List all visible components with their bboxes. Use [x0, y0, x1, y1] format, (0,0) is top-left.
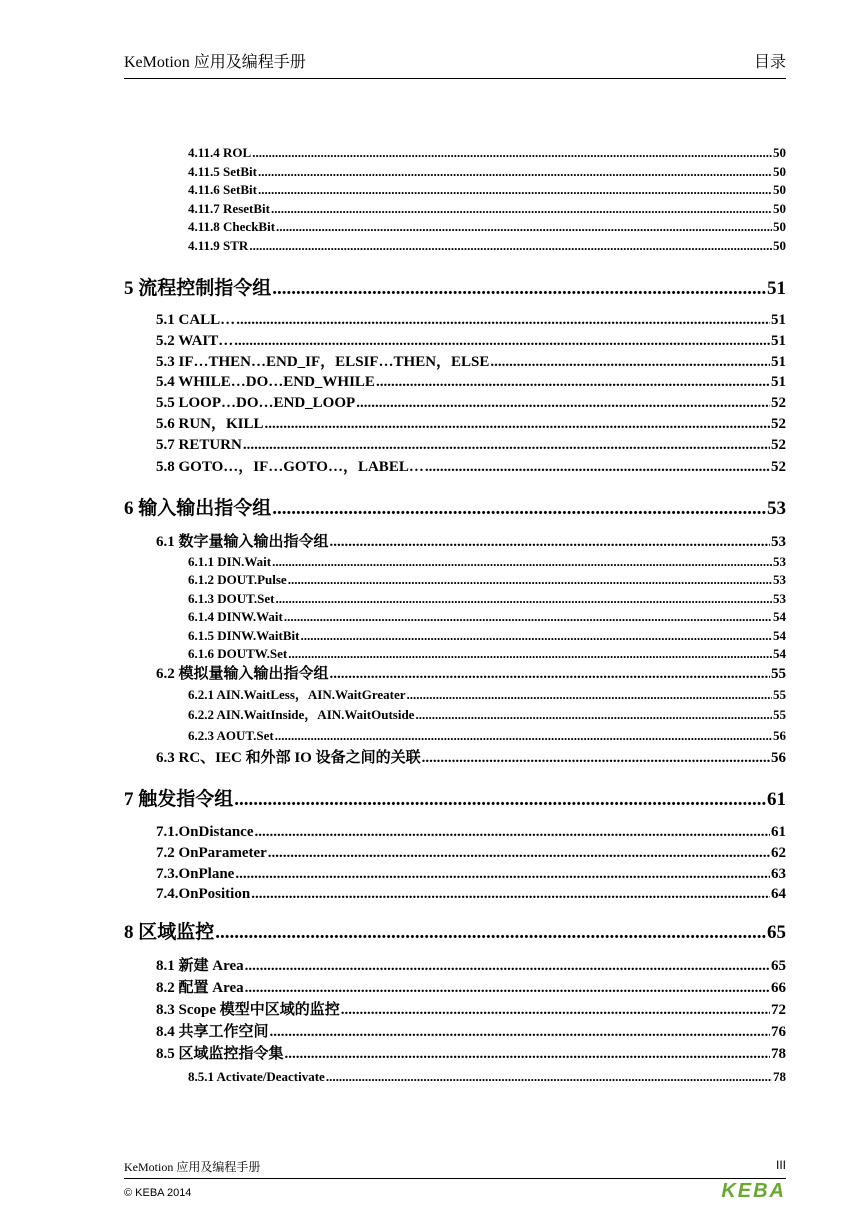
toc-leader-dots — [265, 414, 770, 434]
toc-leader-dots — [490, 352, 770, 372]
toc-leader-dots — [272, 276, 766, 302]
toc-entry-page: 78 — [773, 1069, 786, 1084]
toc-entry-page: 52 — [771, 459, 786, 475]
toc-entry-page: 52 — [771, 437, 786, 453]
toc-entry-label: 6 输入输出指令组 — [124, 498, 272, 519]
toc-leader-dots — [288, 645, 772, 663]
toc-leader-dots — [300, 627, 772, 645]
footer-divider — [124, 1178, 786, 1179]
toc-entry-label: 8.4 共享工作空间 — [156, 1024, 269, 1040]
toc-entry-label: 7.1.OnDistance — [156, 824, 254, 840]
toc-leader-dots — [268, 843, 770, 863]
toc-entry[interactable] — [188, 571, 786, 589]
toc-entry-label: 7.4.OnPosition — [156, 886, 251, 902]
toc-entry-page: 72 — [771, 1002, 786, 1018]
toc-leader-dots — [376, 372, 770, 392]
toc-entry[interactable] — [124, 496, 786, 522]
toc-entry-page: 62 — [771, 845, 786, 861]
toc-entry-label: 5.5 LOOP…DO…END_LOOP — [156, 395, 356, 411]
toc-entry-page: 61 — [767, 789, 786, 810]
toc-leader-dots — [272, 496, 766, 522]
toc-entry-label: 4.11.8 CheckBit — [188, 219, 276, 234]
toc-entry-label: 7.2 OnParameter — [156, 845, 267, 861]
toc-entry-label: 8.5 区域监控指令集 — [156, 1046, 284, 1062]
toc-entry[interactable] — [188, 200, 786, 218]
toc-entry[interactable] — [156, 457, 786, 477]
toc-entry[interactable] — [188, 181, 786, 199]
toc-leader-dots — [236, 310, 770, 330]
toc-leader-dots — [415, 706, 772, 724]
toc-leader-dots — [425, 457, 770, 477]
toc-entry-label: 8 区域监控 — [124, 922, 215, 943]
toc-entry[interactable] — [188, 645, 786, 663]
toc-entry[interactable] — [156, 822, 786, 842]
toc-entry-page: 54 — [773, 646, 786, 661]
toc-entry-page: 52 — [771, 416, 786, 432]
toc-entry-label: 8.3 Scope 模型中区域的监控 — [156, 1002, 340, 1018]
toc-entry-label: 7.3.OnPlane — [156, 866, 235, 882]
toc-entry-label: 7 触发指令组 — [124, 789, 234, 810]
toc-leader-dots — [258, 181, 772, 199]
toc-leader-dots — [235, 864, 770, 884]
toc-entry[interactable] — [156, 352, 786, 372]
toc-entry-label: 6.2.2 AIN.WaitInside，AIN.WaitOutside — [188, 707, 415, 722]
toc-entry-label: 5.2 WAIT… — [156, 333, 234, 349]
toc-entry-page: 54 — [773, 628, 786, 643]
toc-entry-page: 52 — [771, 395, 786, 411]
toc-entry[interactable] — [188, 590, 786, 608]
toc-leader-dots — [285, 1044, 770, 1064]
toc-entry[interactable] — [156, 393, 786, 413]
toc-entry[interactable] — [156, 864, 786, 884]
toc-leader-dots — [330, 664, 770, 684]
toc-entry[interactable] — [156, 532, 786, 552]
toc-entry-page: 53 — [771, 534, 786, 550]
toc-leader-dots — [288, 571, 772, 589]
toc-entry[interactable] — [156, 435, 786, 455]
toc-entry-label: 8.2 配置 Area — [156, 980, 244, 996]
toc-entry-label: 8.1 新建 Area — [156, 958, 244, 974]
toc-entry-page: 50 — [773, 238, 786, 253]
toc-entry-label: 5.4 WHILE…DO…END_WHILE — [156, 374, 375, 390]
toc-entry[interactable] — [156, 372, 786, 392]
toc-entry[interactable] — [156, 748, 786, 768]
toc-entry-page: 53 — [773, 572, 786, 587]
toc-leader-dots — [275, 727, 772, 745]
toc-entry-label: 5.1 CALL… — [156, 312, 236, 328]
toc-entry-page: 66 — [771, 980, 786, 996]
toc-entry-page: 54 — [773, 609, 786, 624]
toc-entry[interactable] — [156, 843, 786, 863]
footer-page-number: III — [775, 1158, 786, 1172]
toc-entry-label: 5.3 IF…THEN…END_IF，ELSIF…THEN，ELSE — [156, 354, 490, 370]
toc-leader-dots — [407, 686, 773, 704]
toc-entry-page: 50 — [773, 219, 786, 234]
toc-leader-dots — [275, 590, 772, 608]
toc-entry-page: 50 — [773, 182, 786, 197]
toc-leader-dots — [326, 1068, 772, 1086]
toc-entry[interactable] — [188, 727, 786, 745]
toc-entry[interactable] — [156, 1000, 786, 1020]
toc-leader-dots — [341, 1000, 770, 1020]
toc-leader-dots — [271, 200, 772, 218]
toc-leader-dots — [249, 237, 772, 255]
toc-entry-label: 6.2.3 AOUT.Set — [188, 728, 274, 743]
toc-entry-page: 51 — [771, 354, 786, 370]
toc-entry-page: 78 — [771, 1046, 786, 1062]
toc-entry-label: 6.1.3 DOUT.Set — [188, 591, 275, 606]
header-section: 目录 — [753, 54, 786, 71]
toc-entry-page: 76 — [771, 1024, 786, 1040]
toc-entry[interactable] — [124, 920, 786, 946]
toc-entry[interactable] — [156, 310, 786, 330]
toc-leader-dots — [258, 163, 772, 181]
toc-entry[interactable] — [188, 163, 786, 181]
footer-copyright: © KEBA 2014 — [124, 1187, 192, 1199]
toc-entry-page: 50 — [773, 145, 786, 160]
toc-entry-label: 5.8 GOTO…，IF…GOTO…，LABEL… — [156, 459, 424, 475]
page-footer — [124, 1156, 786, 1206]
toc-leader-dots — [234, 787, 766, 813]
toc-entry-page: 51 — [771, 333, 786, 349]
toc-entry-page: 56 — [773, 728, 786, 743]
toc-entry-page: 64 — [771, 886, 786, 902]
toc-leader-dots — [245, 978, 770, 998]
toc-entry-label: 5 流程控制指令组 — [124, 278, 272, 299]
toc-leader-dots — [284, 608, 772, 626]
toc-leader-dots — [272, 553, 772, 571]
toc-leader-dots — [243, 435, 770, 455]
toc-entry-page: 61 — [771, 824, 786, 840]
toc-entry-page: 55 — [771, 666, 786, 682]
toc-entry-label: 6.1.2 DOUT.Pulse — [188, 572, 287, 587]
toc-leader-dots — [251, 884, 770, 904]
toc-leader-dots — [422, 748, 770, 768]
toc-leader-dots — [252, 144, 772, 162]
toc-entry-label: 6.2 模拟量输入输出指令组 — [156, 666, 329, 682]
toc-entry-label: 6.1.5 DINW.WaitBit — [188, 628, 300, 643]
footer-title: KeMotion 应用及编程手册 — [124, 1160, 261, 1174]
toc-leader-dots — [255, 822, 771, 842]
toc-leader-dots — [270, 1022, 770, 1042]
toc-entry-label: 4.11.6 SetBit — [188, 182, 257, 197]
keba-logo: KEBA — [721, 1180, 786, 1202]
toc-entry[interactable] — [156, 884, 786, 904]
toc-entry[interactable] — [156, 331, 786, 351]
toc-leader-dots — [330, 532, 770, 552]
toc-entry-page: 51 — [771, 374, 786, 390]
toc-entry-page: 53 — [773, 591, 786, 606]
toc-entry-label: 6.3 RC、IEC 和外部 IO 设备之间的关联 — [156, 750, 421, 766]
toc-entry-page: 51 — [767, 278, 786, 299]
toc-entry[interactable] — [188, 608, 786, 626]
toc-entry-page: 50 — [773, 164, 786, 179]
toc-entry-page: 63 — [771, 866, 786, 882]
toc-entry-page: 53 — [767, 498, 786, 519]
toc-entry[interactable] — [188, 144, 786, 162]
toc-entry-label: 6.1.1 DIN.Wait — [188, 554, 272, 569]
toc-leader-dots — [356, 393, 770, 413]
toc-entry-label: 5.7 RETURN — [156, 437, 242, 453]
toc-entry[interactable] — [188, 627, 786, 645]
toc-entry[interactable] — [156, 1022, 786, 1042]
toc-entry-label: 6.2.1 AIN.WaitLess，AIN.WaitGreater — [188, 687, 406, 702]
toc-leader-dots — [276, 218, 772, 236]
toc-entry[interactable] — [188, 237, 786, 255]
toc-entry[interactable] — [156, 978, 786, 998]
toc-entry-label: 8.5.1 Activate/Deactivate — [188, 1069, 325, 1084]
toc-entry-page: 65 — [771, 958, 786, 974]
toc-entry[interactable] — [156, 1044, 786, 1064]
toc-entry[interactable] — [188, 686, 786, 704]
toc-entry-page: 56 — [771, 750, 786, 766]
toc-entry[interactable] — [188, 1068, 786, 1086]
toc-leader-dots — [215, 920, 766, 946]
toc-entry-page: 55 — [773, 707, 786, 722]
toc-entry-label: 4.11.5 SetBit — [188, 164, 257, 179]
toc-entry-label: 4.11.9 STR — [188, 238, 249, 253]
toc-leader-dots — [234, 331, 770, 351]
toc-entry-label: 5.6 RUN，KILL — [156, 416, 264, 432]
toc-entry[interactable] — [156, 956, 786, 976]
toc-entry-label: 4.11.7 ResetBit — [188, 201, 270, 216]
toc-entry-page: 55 — [773, 687, 786, 702]
toc-entry[interactable] — [188, 706, 786, 724]
toc-entry-label: 6.1 数字量输入输出指令组 — [156, 534, 329, 550]
page-header — [124, 52, 786, 79]
toc-entry[interactable] — [124, 787, 786, 813]
toc-entry-page: 53 — [773, 554, 786, 569]
toc-entry[interactable] — [156, 414, 786, 434]
toc-entry[interactable] — [188, 218, 786, 236]
toc-entry-label: 6.1.6 DOUTW.Set — [188, 646, 288, 661]
toc-entry-page: 65 — [767, 922, 786, 943]
header-title: KeMotion 应用及编程手册 — [124, 54, 306, 71]
toc-entry[interactable] — [188, 553, 786, 571]
toc-entry-page: 50 — [773, 201, 786, 216]
toc-entry[interactable] — [156, 664, 786, 684]
toc-leader-dots — [245, 956, 770, 976]
toc-entry-page: 51 — [771, 312, 786, 328]
toc-entry-label: 4.11.4 ROL — [188, 145, 252, 160]
toc-entry[interactable] — [124, 276, 786, 302]
toc-entry-label: 6.1.4 DINW.Wait — [188, 609, 283, 624]
